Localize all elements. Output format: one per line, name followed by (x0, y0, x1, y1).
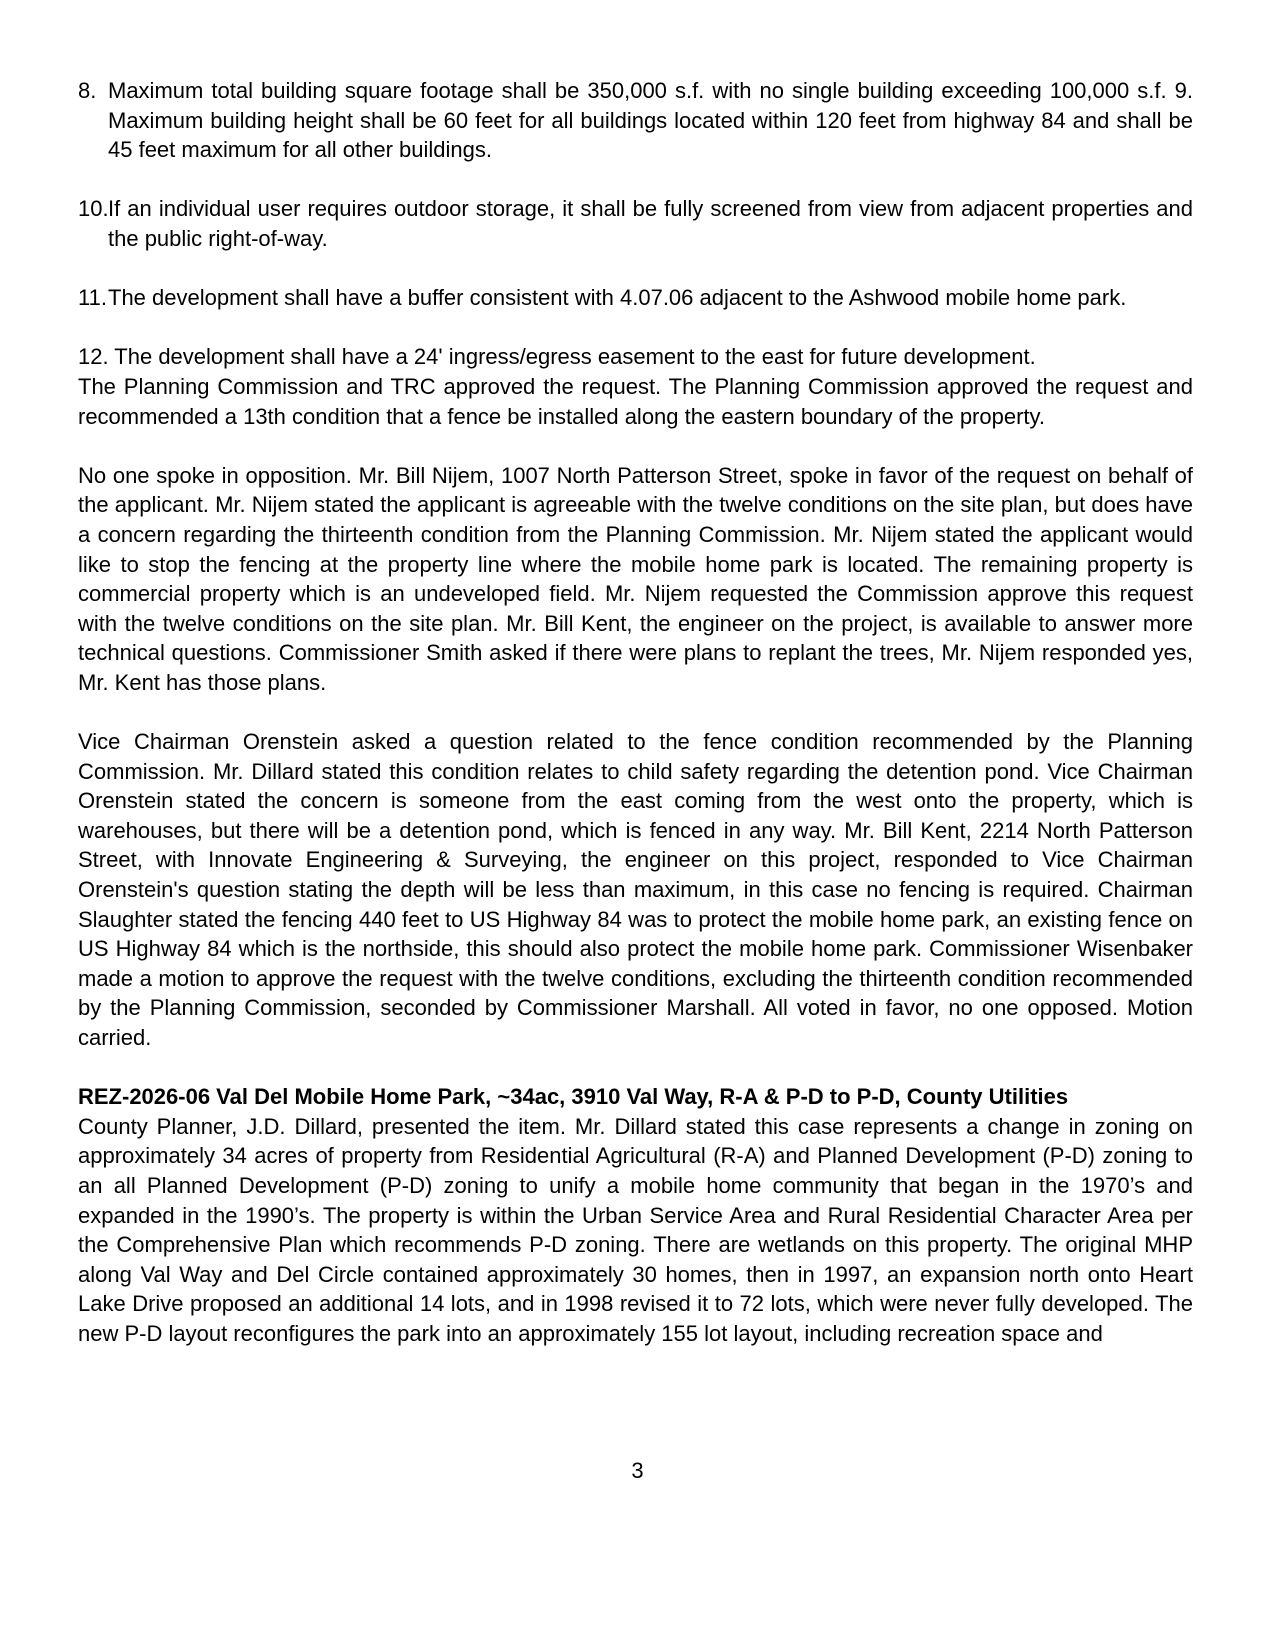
paragraph-rez-presentation: County Planner, J.D. Dillard, presented the item. Mr. Dillard stated this case represents a change in zoning on approximately 34 acres of property from Residential Agricultural (R-A) and Planned Development (P-D) zoning to an all Planned Development (P-D) zoning to unify a mobile home community that began in the 1970’s and expanded in the 1990’s. The property is within the Urban Service Area and Rural Residential Character Area per the Comprehensive Plan which recommends P-D zoning. There are wetlands on this property. The original MHP along Val Way and Del Circle contained approximately 30 homes, then in 1997, an expansion north onto Heart Lake Drive proposed an additional 14 lots, and in 1998 revised it to 72 lots, which were never fully developed. The new P-D layout reconfigures the park into an approximately 155 lot layout, including recreation space and (78, 1113, 1193, 1346)
section-heading-rez-2026-06: REZ-2026-06 Val Del Mobile Home Park, ~34ac, 3910 Val Way, R-A & P-D to P-D, County Utilities (78, 1084, 1069, 1110)
list-item-11 (78, 283, 1193, 313)
list-item-11-text: The development shall have a buffer consistent with 4.07.06 adjacent to the Ashwood mobile home park. (108, 285, 1127, 311)
paragraph-discussion: Vice Chairman Orenstein asked a question related to the fence condition recommended by the Planning Commission. Mr. Dillard stated this condition relates to child safety regarding the detention pond. Vice Chairman Orenstein stated the concern is someone from the east coming from the west onto the property, which is warehouses, but there will be a detention pond, which is fenced in any way. Mr. Bill Kent, 2214 North Patterson Street, with Innovate Engineering & Surveying, the engineer on this project, responded to Vice Chairman Orenstein's question stating the depth will be less than maximum, in this case no fencing is required. Chairman Slaughter stated the fencing 440 feet to US Highway 84 was to protect the mobile home park, an existing fence on US Highway 84 which is the northside, this should also protect the mobile home park. Commissioner Wisenbaker made a motion to approve the request with the twelve conditions, excluding the thirteenth condition recommended by the Planning Commission, seconded by Commissioner Marshall. All voted in favor, no one opposed. Motion carried. (78, 729, 1193, 1050)
list-item-8 (78, 76, 1193, 165)
list-item-10-text: If an individual user requires outdoor storage, it shall be fully screened from view from adjacent properties and the public right-of-way. (108, 196, 1193, 251)
page-number: 3 (631, 1458, 644, 1483)
list-item-8-number: 8. (78, 78, 97, 103)
list-item-12: 12. The development shall have a 24' ingress/egress easement to the east for future development. (78, 344, 1036, 370)
list-item-8-text: Maximum total building square footage shall be 350,000 s.f. with no single building exceeding 100,000 s.f. 9. Maximum building height shall be 60 feet for all buildings located within 120 feet from highway 84 and shall be 45 feet maximum for all other buildings. (108, 78, 1193, 163)
list-item-10-number: 10. (78, 196, 109, 222)
document-content (78, 76, 1193, 1349)
paragraph-public-comment: No one spoke in opposition. Mr. Bill Nijem, 1007 North Patterson Street, spoke in favor of the request on behalf of the applicant. Mr. Nijem stated the applicant is agreeable with the twelve conditions on the site plan, but does have a concern regarding the thirteenth condition from the Planning Commission. Mr. Nijem stated the applicant would like to stop the fencing at the property line where the mobile home park is located. The remaining property is commercial property which is an undeveloped field. Mr. Nijem requested the Commission approve this request with the twelve conditions on the site plan. Mr. Bill Kent, the engineer on the project, is available to answer more technical questions. Commissioner Smith asked if there were plans to replant the trees, Mr. Nijem responded yes, Mr. Kent has those plans. (78, 462, 1193, 695)
list-item-10 (78, 194, 1193, 253)
paragraph-commission-action: The Planning Commission and TRC approved the request. The Planning Commission approved the request and recommended a 13th condition that a fence be installed along the eastern boundary of the property. (78, 373, 1193, 429)
list-item-11-number: 11. (78, 285, 107, 311)
